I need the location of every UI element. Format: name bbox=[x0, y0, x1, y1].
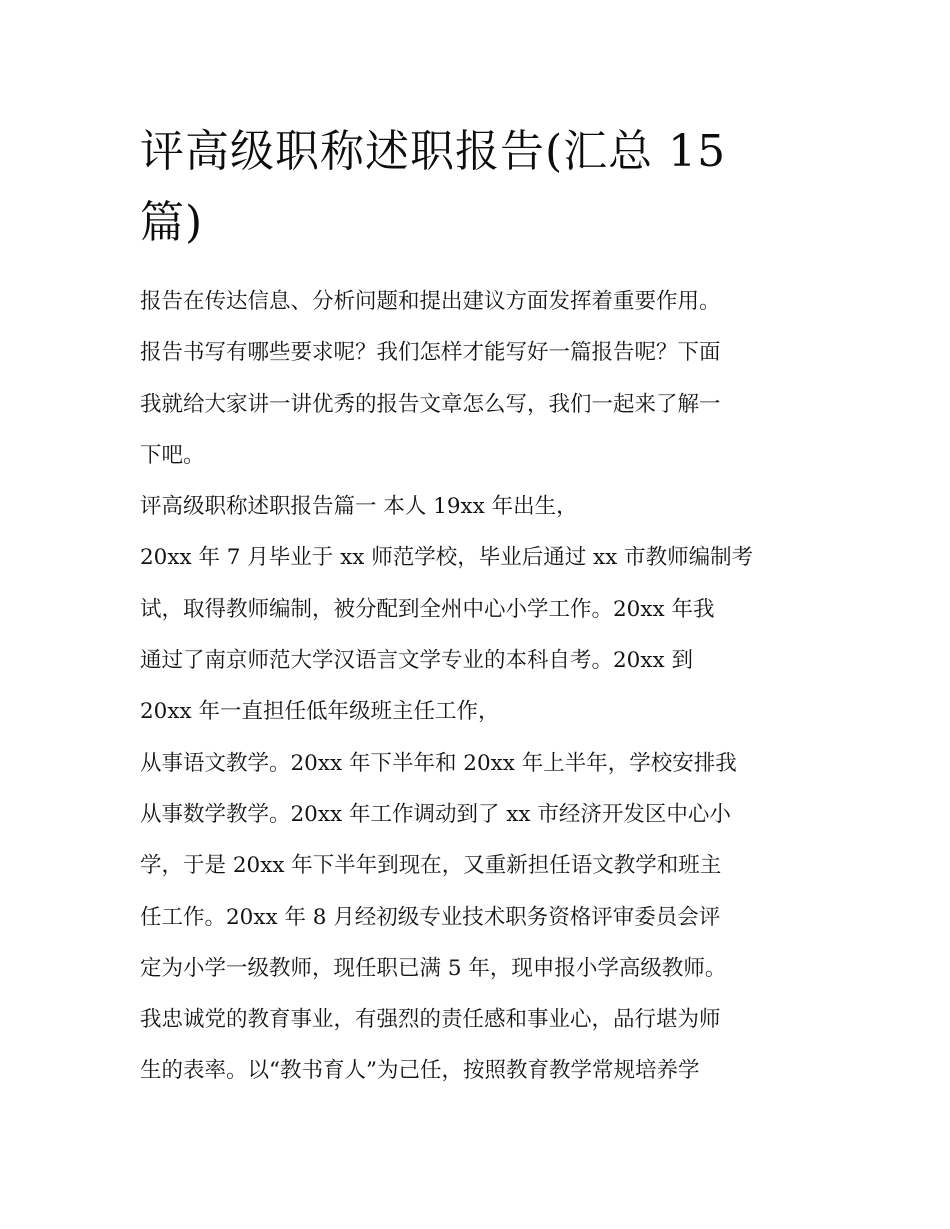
body-line: 报告书写有哪些要求呢？我们怎样才能写好一篇报告呢？下面 bbox=[140, 340, 721, 366]
body-line: 学，于是 20xx 年下半年到现在，又重新担任语文教学和班主 bbox=[140, 853, 722, 879]
body-line: 通过了南京师范大学汉语言文学专业的本科自考。20xx 到 bbox=[140, 648, 693, 674]
body-line: 从事语文教学。20xx 年下半年和 20xx 年上半年，学校安排我 bbox=[140, 750, 737, 776]
document-body bbox=[140, 276, 830, 1097]
body-line: 从事数学教学。20xx 年工作调动到了 xx 市经济开发区中心小 bbox=[140, 801, 731, 827]
title-line: 评高级职称述职报告(汇总 15 bbox=[140, 126, 727, 177]
body-line: 我就给大家讲一讲优秀的报告文章怎么写，我们一起来了解一 bbox=[140, 391, 721, 417]
body-line: 任工作。20xx 年 8 月经初级专业技术职务资格评审委员会评 bbox=[140, 904, 721, 930]
body-line: 20xx 年一直担任低年级班主任工作， bbox=[140, 699, 500, 725]
body-line: 生的表率。以“教书育人”为己任，按照教育教学常规培养学 bbox=[140, 1058, 700, 1084]
body-line: 试，取得教师编制，被分配到全州中心小学工作。20xx 年我 bbox=[140, 596, 715, 622]
body-line: 我忠诚党的教育事业，有强烈的责任感和事业心，品行堪为师 bbox=[140, 1007, 721, 1033]
body-line: 定为小学一级教师，现任职已满 5 年，现申报小学高级教师。 bbox=[140, 955, 727, 981]
title-line: 篇) bbox=[140, 197, 204, 248]
body-line: 下吧。 bbox=[140, 442, 205, 468]
body-line: 评高级职称述职报告篇一 本人 19xx 年出生， bbox=[140, 494, 578, 520]
body-line: 报告在传达信息、分析问题和提出建议方面发挥着重要作用。 bbox=[140, 289, 721, 314]
page-title bbox=[140, 116, 820, 258]
body-line: 20xx 年 7 月毕业于 xx 师范学校，毕业后通过 xx 市教师编制考 bbox=[140, 545, 754, 571]
